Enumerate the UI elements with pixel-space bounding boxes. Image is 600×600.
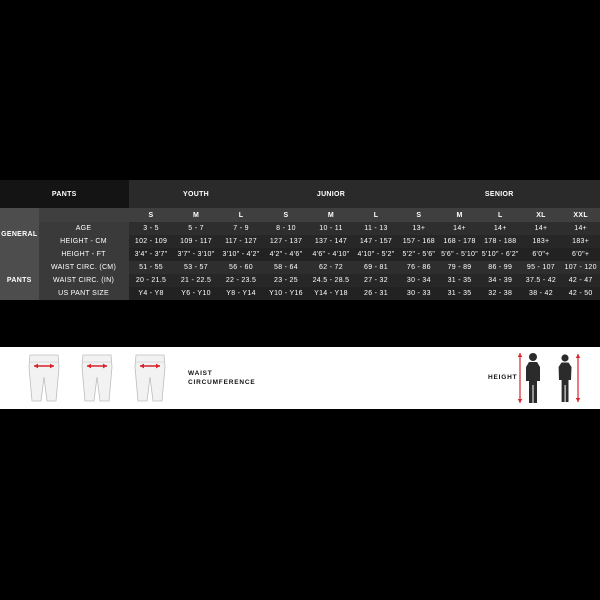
cell-age-youth-m: 5 - 7: [174, 222, 219, 235]
size-senior-m: M: [439, 208, 480, 222]
cell-heightft-junior-l: 4'10" - 5'2": [353, 248, 398, 261]
cell-age-senior-m: 14+: [439, 222, 480, 235]
size-chart-table: [0, 180, 600, 300]
size-junior-m: M: [309, 208, 354, 222]
waist-label-line2: CIRCUMFERENCE: [188, 379, 256, 386]
cell-waistcm-senior-l: 86 - 99: [480, 261, 521, 274]
cell-waistcm-junior-m: 62 - 72: [309, 261, 354, 274]
cell-heightcm-senior-xxl: 183+: [561, 235, 600, 248]
cell-waistcm-youth-s: 51 - 55: [129, 261, 174, 274]
cell-heightft-senior-l: 5'10" - 6'2": [480, 248, 521, 261]
cell-waistin-junior-m: 24.5 - 28.5: [309, 274, 354, 287]
cell-age-youth-l: 7 - 9: [219, 222, 264, 235]
cell-heightft-youth-m: 3'7" - 3'10": [174, 248, 219, 261]
waist-measure-label: [188, 369, 255, 387]
cell-age-senior-l: 14+: [480, 222, 521, 235]
cell-uspant-youth-s: Y4 - Y8: [129, 287, 174, 300]
row-label-waist-cm: WAIST CIRC. (CM): [39, 261, 129, 274]
table-row: [0, 287, 600, 300]
cell-uspant-senior-l: 32 - 38: [480, 287, 521, 300]
category-label-pants: PANTS: [0, 261, 39, 300]
group-header-senior: SENIOR: [399, 180, 600, 208]
cell-heightcm-senior-xl: 183+: [521, 235, 562, 248]
cell-waistin-senior-s: 30 - 34: [399, 274, 440, 287]
cell-waistcm-youth-l: 56 - 60: [219, 261, 264, 274]
cell-uspant-junior-m: Y14 - Y18: [309, 287, 354, 300]
size-senior-l: L: [480, 208, 521, 222]
pants-junior-icon: [75, 351, 119, 405]
size-senior-s: S: [399, 208, 440, 222]
measurement-illustration-band: [0, 347, 600, 409]
size-junior-l: L: [353, 208, 398, 222]
cell-heightft-senior-s: 5'2" - 5'6": [399, 248, 440, 261]
cell-waistcm-junior-s: 58 - 64: [264, 261, 309, 274]
cell-waistcm-youth-m: 53 - 57: [174, 261, 219, 274]
cell-heightcm-junior-s: 127 - 137: [264, 235, 309, 248]
group-header-junior: JUNIOR: [264, 180, 399, 208]
cell-heightft-senior-xxl: 6'0"+: [561, 248, 600, 261]
cell-uspant-senior-s: 30 - 33: [399, 287, 440, 300]
table-header-row: [0, 180, 600, 208]
cell-waistin-senior-l: 34 - 39: [480, 274, 521, 287]
height-measure-label: HEIGHT: [488, 374, 518, 381]
cell-waistcm-senior-m: 79 - 89: [439, 261, 480, 274]
cell-age-senior-xxl: 14+: [561, 222, 600, 235]
cell-uspant-junior-s: Y10 - Y16: [264, 287, 309, 300]
bottom-background: [0, 409, 600, 600]
table-row: [0, 274, 600, 287]
pants-youth-icon: [22, 351, 66, 405]
table-row: [0, 261, 600, 274]
cell-heightcm-youth-l: 117 - 127: [219, 235, 264, 248]
cell-age-youth-s: 3 - 5: [129, 222, 174, 235]
group-header-youth: YOUTH: [129, 180, 264, 208]
cell-uspant-youth-m: Y6 - Y10: [174, 287, 219, 300]
cell-heightcm-youth-m: 109 - 117: [174, 235, 219, 248]
size-senior-xxl: XXL: [561, 208, 600, 222]
cell-heightft-senior-m: 5'6" - 5'10": [439, 248, 480, 261]
cell-waistcm-senior-xl: 95 - 107: [521, 261, 562, 274]
cell-age-junior-s: 8 - 10: [264, 222, 309, 235]
cell-heightft-junior-m: 4'6" - 4'10": [309, 248, 354, 261]
cell-age-junior-l: 11 - 13: [353, 222, 398, 235]
cell-age-senior-s: 13+: [399, 222, 440, 235]
size-junior-s: S: [264, 208, 309, 222]
size-senior-xl: XL: [521, 208, 562, 222]
table-row: [0, 222, 600, 235]
size-letter-row: [0, 208, 600, 222]
cell-heightcm-senior-s: 157 - 168: [399, 235, 440, 248]
waist-label-line1: WAIST: [188, 370, 213, 377]
size-youth-l: L: [219, 208, 264, 222]
row-label-height-cm: HEIGHT - CM: [39, 235, 129, 248]
cell-waistin-youth-s: 20 - 21.5: [129, 274, 174, 287]
size-row-spacer: [39, 208, 129, 222]
cell-uspant-junior-l: 26 - 31: [353, 287, 398, 300]
chart-title: PANTS: [0, 180, 129, 208]
cell-heightcm-senior-m: 168 - 178: [439, 235, 480, 248]
cell-heightcm-youth-s: 102 - 109: [129, 235, 174, 248]
cell-waistin-junior-s: 23 - 25: [264, 274, 309, 287]
cell-waistin-youth-m: 21 - 22.5: [174, 274, 219, 287]
cell-uspant-senior-xl: 38 - 42: [521, 287, 562, 300]
cell-heightft-junior-s: 4'2" - 4'6": [264, 248, 309, 261]
cell-age-senior-xl: 14+: [521, 222, 562, 235]
cell-heightft-youth-s: 3'4" - 3'7": [129, 248, 174, 261]
cell-heightcm-senior-l: 178 - 188: [480, 235, 521, 248]
person-silhouette-female-icon: [552, 349, 582, 407]
row-label-age: AGE: [39, 222, 129, 235]
cell-age-junior-m: 10 - 11: [309, 222, 354, 235]
cell-heightft-senior-xl: 6'0"+: [521, 248, 562, 261]
pants-senior-icon: [128, 351, 172, 405]
cell-waistin-youth-l: 22 - 23.5: [219, 274, 264, 287]
cell-waistin-senior-xxl: 42 - 47: [561, 274, 600, 287]
cell-waistcm-senior-xxl: 107 - 120: [561, 261, 600, 274]
cell-waistin-senior-m: 31 - 35: [439, 274, 480, 287]
cell-waistin-senior-xl: 37.5 - 42: [521, 274, 562, 287]
cell-heightcm-junior-l: 147 - 157: [353, 235, 398, 248]
cell-uspant-senior-xxl: 42 - 50: [561, 287, 600, 300]
cell-waistin-junior-l: 27 - 32: [353, 274, 398, 287]
cell-waistcm-senior-s: 76 - 86: [399, 261, 440, 274]
row-label-waist-in: WAIST CIRC. (IN): [39, 274, 129, 287]
cell-waistcm-junior-l: 69 - 81: [353, 261, 398, 274]
top-background: [0, 0, 600, 180]
cell-heightft-youth-l: 3'10" - 4'2": [219, 248, 264, 261]
size-youth-s: S: [129, 208, 174, 222]
table-row: [0, 235, 600, 248]
cell-heightcm-junior-m: 137 - 147: [309, 235, 354, 248]
person-silhouette-male-icon: [516, 349, 546, 407]
row-label-height-ft: HEIGHT - FT: [39, 248, 129, 261]
row-label-us-pant-size: US PANT SIZE: [39, 287, 129, 300]
category-label-general: GENERAL: [0, 208, 39, 261]
size-chart: [0, 180, 600, 300]
table-row: [0, 248, 600, 261]
cell-uspant-youth-l: Y8 - Y14: [219, 287, 264, 300]
size-youth-m: M: [174, 208, 219, 222]
cell-uspant-senior-m: 31 - 35: [439, 287, 480, 300]
